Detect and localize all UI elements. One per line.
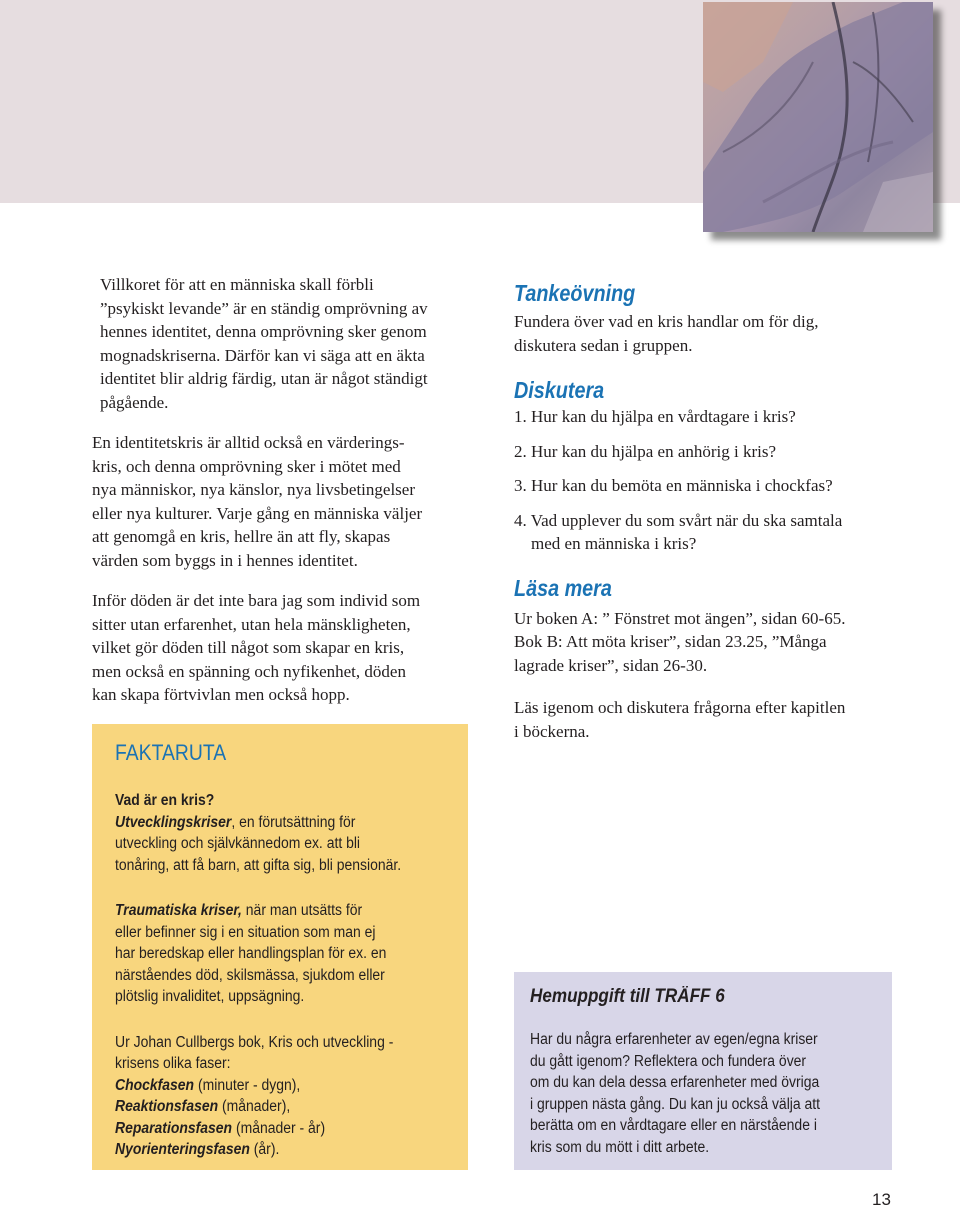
- text-line: Läs igenom och diskutera frågorna efter kapitlen: [514, 698, 846, 717]
- text-line: tonåring, att få barn, att gifta sig, bli pensionär.: [115, 856, 402, 874]
- fakta-traumatic-crises: [115, 900, 457, 1008]
- hemuppgift-text: [530, 1029, 872, 1158]
- text-line: närståendes död, skilsmässa, sjukdom eller: [115, 966, 385, 984]
- term-development-crises: Utvecklingskriser: [115, 813, 232, 831]
- reading-list: [514, 607, 894, 678]
- right-column: [514, 280, 894, 743]
- text-line: eller nya kulturer. Varje gång en människa väljer: [92, 503, 423, 523]
- text-line: Fundera över vad en kris handlar om för dig,: [514, 312, 819, 331]
- text-line: En identitetskris är alltid också en värderings-: [92, 433, 405, 452]
- term-traumatic-crises: Traumatiska kriser,: [115, 902, 242, 919]
- phase-detail: (månader),: [218, 1098, 291, 1115]
- text-line: Bok B: Att möta kriser”, sidan 23.25, ”Många: [514, 632, 827, 651]
- phase-detail: (minuter - dygn),: [194, 1076, 301, 1094]
- photo-illustration: [703, 2, 933, 232]
- text-line: Inför döden är det inte bara jag som individ som: [92, 591, 421, 610]
- decorative-photo: [703, 2, 933, 232]
- lasa-mera-heading: Läsa mera: [514, 574, 612, 601]
- text-line: identitet blir aldrig färdig, utan är något ständigt: [100, 369, 428, 388]
- faktaruta-box: [92, 724, 468, 1170]
- question-item: 3. Hur kan du bemöta en människa i chockfas?: [514, 476, 833, 495]
- phase-name: Chockfasen: [115, 1076, 195, 1094]
- text-line: i böckerna.: [514, 721, 590, 741]
- text-line: värden som byggs in i hennes identitet.: [92, 550, 358, 570]
- paragraph-identity-crisis: [92, 431, 472, 572]
- question-item: 2. Hur kan du hjälpa en anhörig i kris?: [514, 441, 777, 461]
- text-line: kris, och denna omprövning sker i mötet med: [92, 456, 401, 476]
- paragraph-identity: [92, 273, 472, 414]
- text-line: kris som du mött i ditt arbete.: [530, 1138, 710, 1156]
- text-line: lagrade kriser”, sidan 26-30.: [514, 655, 708, 675]
- text-line: diskutera sedan i gruppen.: [514, 335, 693, 355]
- phase-detail: (månader - år): [232, 1119, 326, 1137]
- text-line: ”psykiskt levande” är en ständig omprövning av: [100, 298, 428, 318]
- text-line: pågående.: [100, 392, 169, 412]
- reading-note: [514, 696, 894, 743]
- phase-name: Reparationsfasen: [115, 1119, 233, 1137]
- fakta-phases: [115, 1032, 457, 1161]
- tankeovning-heading: Tankeövning: [514, 280, 636, 306]
- text-line: berätta om en vårdtagare eller en närstående i: [530, 1117, 817, 1134]
- text-line: har beredskap eller handlingsplan för ex. en: [115, 945, 387, 962]
- text-line: krisens olika faser:: [115, 1055, 231, 1072]
- discussion-questions: [514, 405, 894, 556]
- text-line: du gått igenom? Reflektera och fundera över: [530, 1052, 807, 1070]
- text-line: Har du några erfarenheter av egen/egna kriser: [530, 1031, 818, 1048]
- text-line: nya människor, nya känslor, nya livsbetingelser: [92, 480, 415, 499]
- text-line: sitter utan erfarenhet, utan hela mänskligheten,: [92, 614, 411, 634]
- text-line: om du kan dela dessa erfarenheter med övriga: [530, 1074, 820, 1091]
- text-line: men också en spänning och nyfikenhet, döden: [92, 661, 406, 681]
- paragraph-death: [92, 589, 472, 707]
- text-line: kan skapa förtvivlan men också hopp.: [92, 685, 350, 704]
- phase-name: Nyorienteringsfasen: [115, 1141, 250, 1158]
- text-line: Ur Johan Cullbergs bok, Kris och utveckling -: [115, 1033, 394, 1051]
- tankeovning-text: [514, 310, 894, 357]
- hemuppgift-title: Hemuppgift till TRÄFF 6: [530, 986, 725, 1007]
- page-number: 13: [872, 1190, 891, 1209]
- phase-detail: (år).: [249, 1141, 280, 1158]
- text-line: plötslig invaliditet, uppsägning.: [115, 988, 305, 1005]
- text-line: att genomgå en kris, hellre än att fly, skapas: [92, 527, 391, 546]
- text-line: eller befinner sig i en situation som man ej: [115, 923, 376, 941]
- question-item: [514, 509, 894, 556]
- hemuppgift-box: [514, 972, 892, 1170]
- text-line: när man utsätts för: [241, 902, 363, 919]
- text-line: mognadskriserna. Därför kan vi säga att en äkta: [100, 345, 425, 365]
- phase-name: Reaktionsfasen: [115, 1098, 219, 1115]
- fakta-development-crises: [115, 790, 457, 876]
- question-item: 1. Hur kan du hjälpa en vårdtagare i kris?: [514, 407, 796, 426]
- text-line: Villkoret för att en människa skall förbli: [100, 275, 374, 294]
- diskutera-heading: Diskutera: [514, 377, 605, 403]
- text-line: , en förutsättning för: [231, 813, 356, 831]
- text-line: utveckling och självkännedom ex. att bli: [115, 835, 361, 852]
- fakta-question: Vad är en kris?: [115, 792, 215, 809]
- faktaruta-title: FAKTARUTA: [115, 740, 227, 765]
- text-line: i gruppen nästa gång. Du kan ju också välja att: [530, 1095, 821, 1113]
- text-line: Ur boken A: ” Fönstret mot ängen”, sidan 60-65.: [514, 608, 846, 628]
- text-line: med en människa i kris?: [531, 534, 697, 553]
- text-line: hennes identitet, denna omprövning sker genom: [100, 322, 427, 341]
- left-column: [92, 273, 472, 724]
- text-line: 4. Vad upplever du som svårt när du ska samtala: [514, 510, 843, 530]
- text-line: vilket gör döden till något som skapar en kris,: [92, 638, 405, 657]
